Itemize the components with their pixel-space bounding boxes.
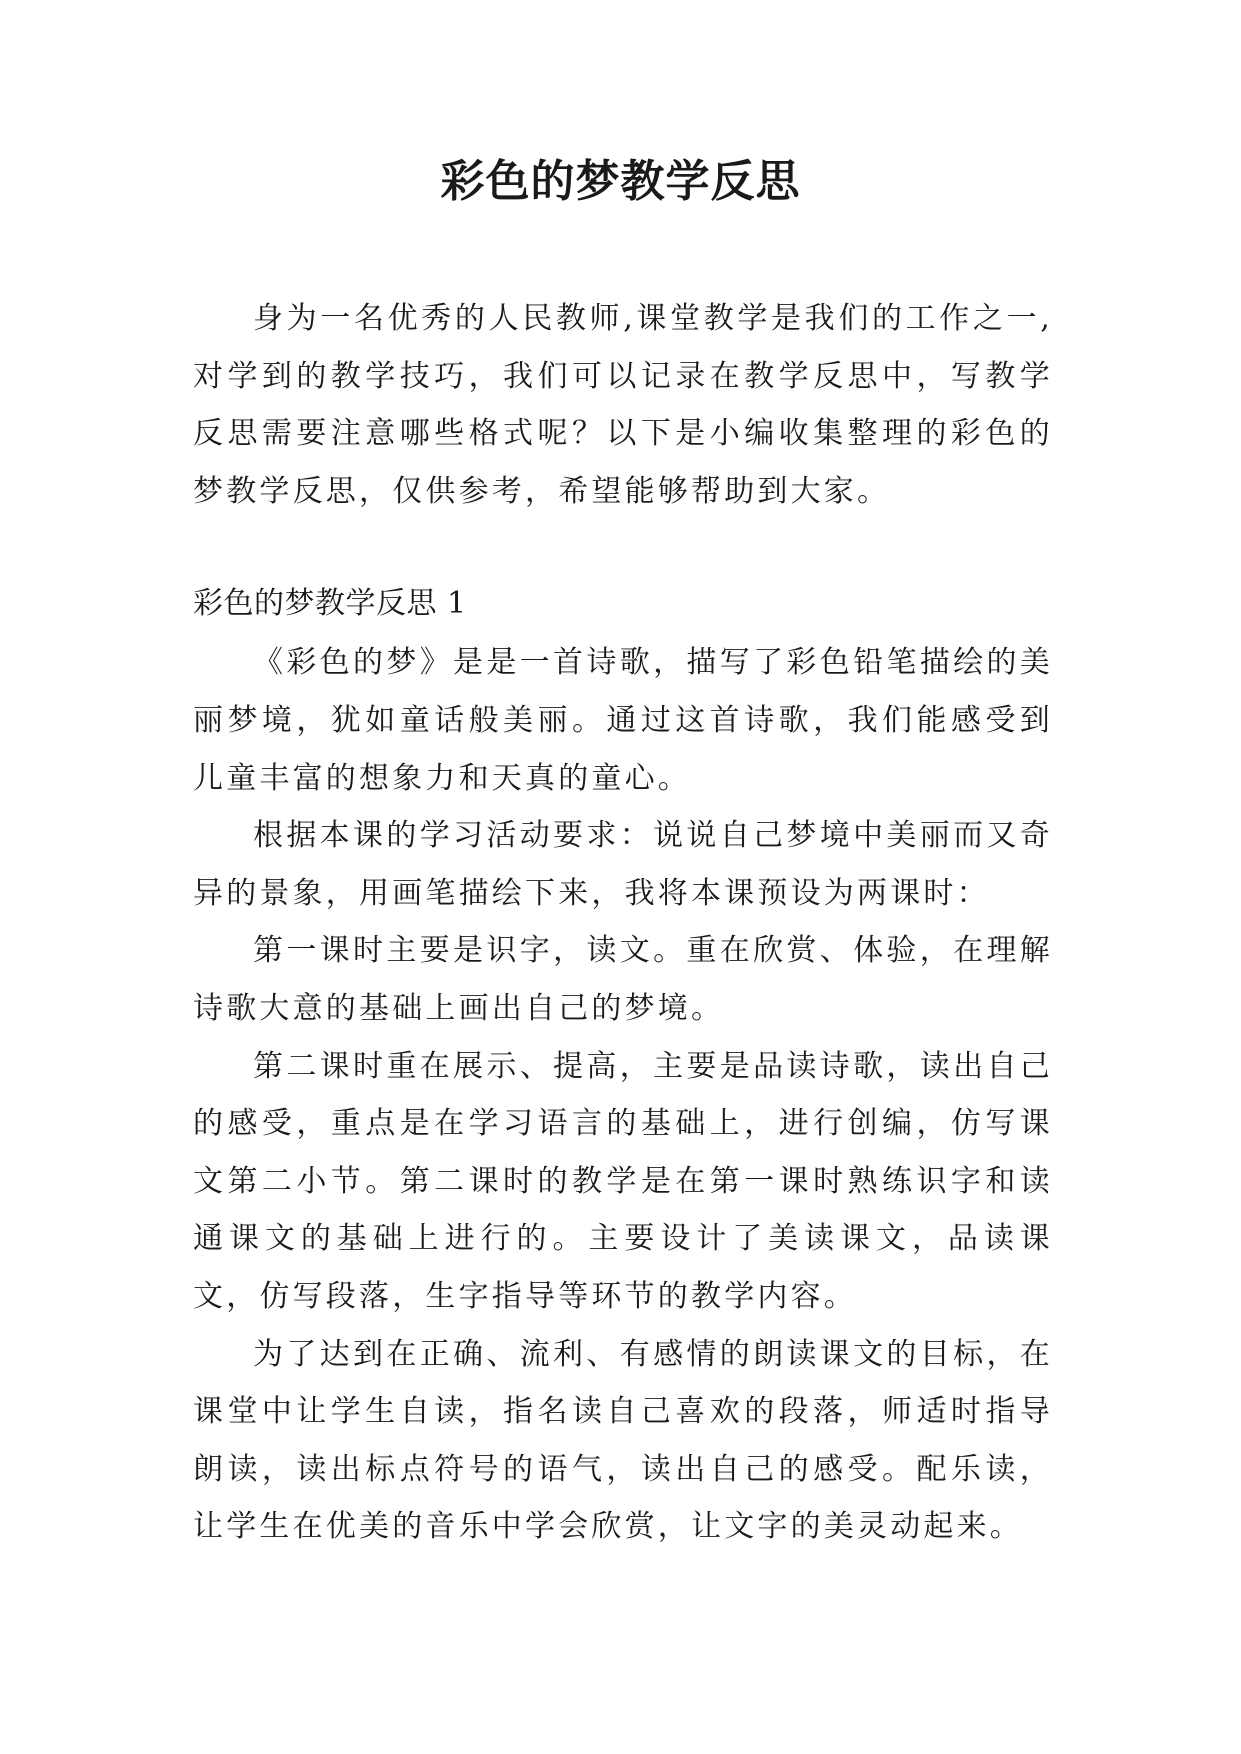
document-title: 彩色的梦教学反思 [440,156,801,207]
intro-paragraph: 身为一名优秀的人民教师,课堂教学是我们的工作之一,对学到的教学技巧，我们可以记录在教学反思中，写教学反思需要注意哪些格式呢？以下是小编收集整理的彩色的梦教学反思，仅供参考，希望能够帮助到大家。 [193,301,1053,509]
body-paragraph: 第一课时主要是识字，读文。重在欣赏、体验，在理解诗歌大意的基础上画出自己的梦境。 [193,933,1053,1026]
body-paragraph: 根据本课的学习活动要求：说说自己梦境中美丽而又奇异的景象，用画笔描绘下来，我将本课预设为两课时： [193,818,1053,911]
body-paragraph: 为了达到在正确、流利、有感情的朗读课文的目标，在课堂中让学生自读，指名读自己喜欢的段落，师适时指导朗读，读出标点符号的语气，读出自己的感受。配乐读，让学生在优美的音乐中学会欣赏，让文字的美灵动起来。 [193,1336,1053,1545]
body-paragraph: 《彩色的梦》是是一首诗歌，描写了彩色铅笔描绘的美丽梦境，犹如童话般美丽。通过这首诗歌，我们能感受到儿童丰富的想象力和天真的童心。 [193,645,1053,796]
body-paragraph: 第二课时重在展示、提高，主要是品读诗歌，读出自己的感受，重点是在学习语言的基础上，进行创编，仿写课文第二小节。第二课时的教学是在第一课时熟练识字和读通课文的基础上进行的。主要设计了美读课文，品读课文，仿写段落，生字指导等环节的教学内容。 [193,1048,1053,1314]
section-heading: 彩色的梦教学反思 1 [193,586,467,622]
document-body [193,290,1053,1556]
